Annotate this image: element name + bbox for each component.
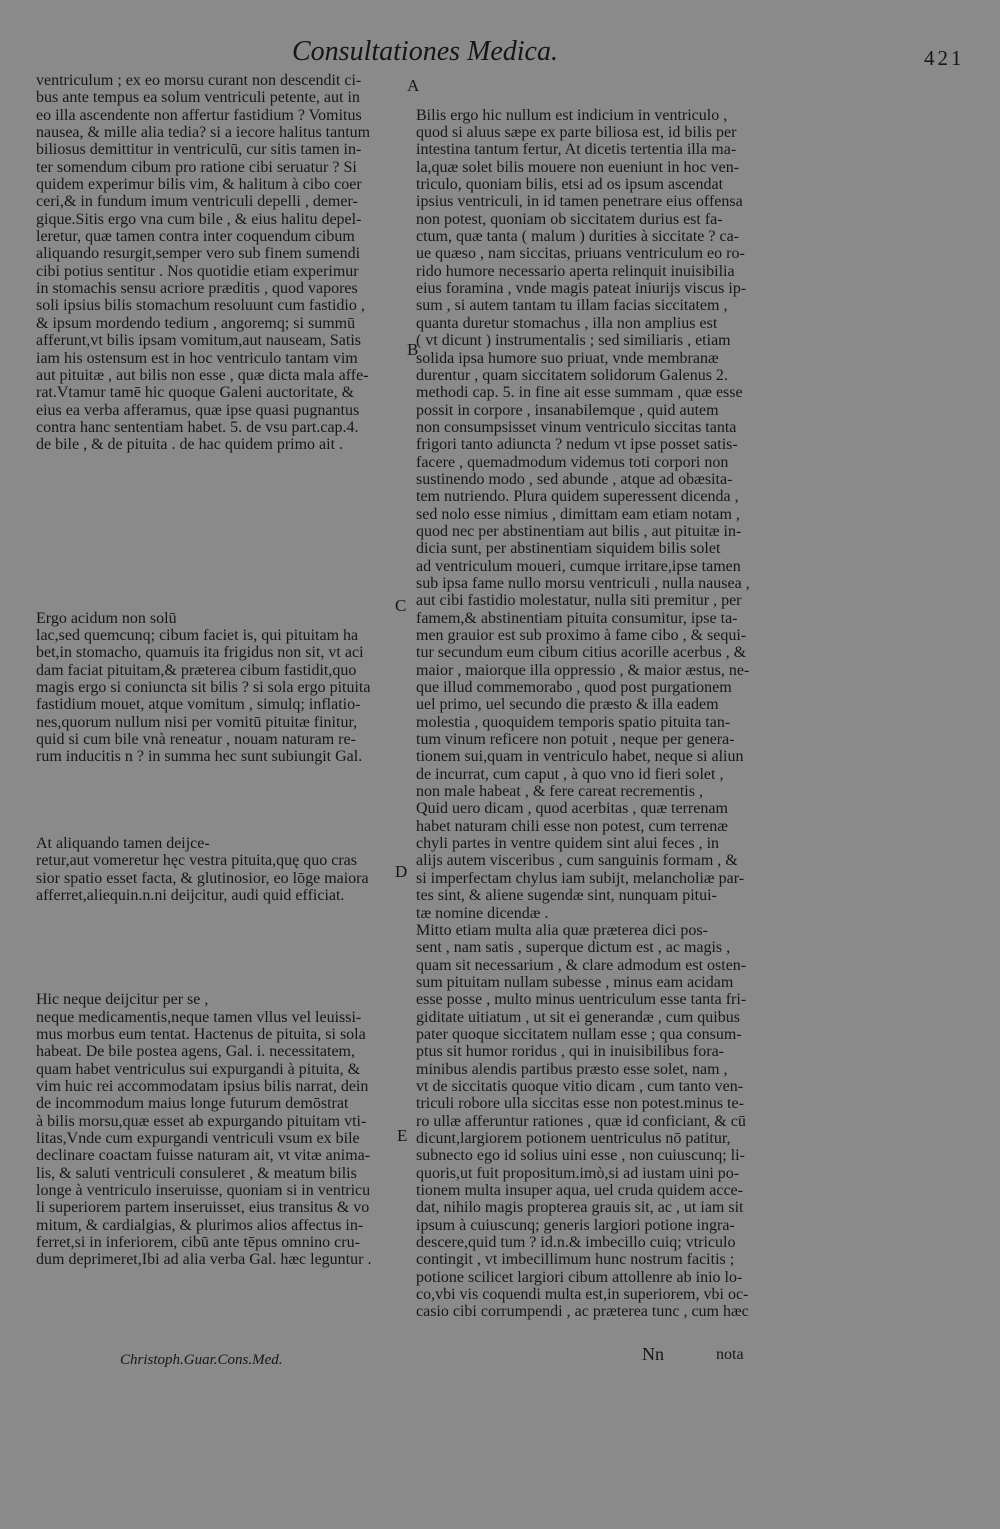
text-line: de incurrat, cum caput , à quo vno id fieri solet , [416,765,724,783]
text-line: retur,aut vomeretur hęc vestra pituita,quę quo cras [36,852,358,870]
left-text-column [36,72,408,1529]
text-line: esse posse , multo minus uentriculum esse tanta fri- [416,991,747,1009]
text-line: quod nec per abstinentiam aut bilis , aut pituitæ in- [416,522,742,540]
text-line: dat, nihilo magis propterea grauis sit, ac , ut iam sit [416,1199,744,1217]
text-line [36,957,408,974]
text-line [36,575,408,592]
text-line: tæ nomine dicendæ . [416,904,549,922]
text-line: frigori tanto adiuncta ? nedum vt ipse posset satis- [416,436,738,454]
text-line: sub ipsa fame nullo morsu ventriculi , nulla nausea , [416,574,750,592]
text-line: gique.Sitis ergo vna cum bile , & eius halitu depel- [36,210,362,228]
text-line: alijs autem visceribus , cum sanguinis formam , & [416,852,738,870]
text-line: nes,quorum nullum nisi per vomitū pituitæ finitur, [36,713,358,731]
text-line: soli ipsius bilis stomachum resoluunt cum fastidio , [36,297,365,315]
text-line: tem nutriendo. Plura quidem superessent dicenda , [416,488,739,506]
text-line: sent , nam satis , superque dictum est , ac magis , [416,939,731,957]
text-line: non potest, quoniam ob siccitatem durius est fa- [416,210,723,228]
text-line [36,540,408,557]
text-line: quid si cum bile vnà reneatur , nouam naturam re- [36,731,356,749]
text-line [416,89,806,106]
text-line [36,1442,408,1459]
text-line [36,974,408,991]
signature-mark: Nn [642,1344,664,1364]
text-line: Mitto etiam multa alia quæ præterea dici pos- [416,921,708,939]
text-line [36,922,408,939]
text-line: sum , si autem tantam tu illam facias siccitatem , [416,297,728,315]
text-line: Ergo acidum non solū [36,609,177,627]
margin-marker-c: C [395,596,407,615]
text-line: & ipsum mordendo tedium , angoremq; si summū [36,314,356,332]
text-line: potione scilicet largiori cibum attollenre ab inio lo- [416,1268,743,1286]
text-line: tur secundum eum cibum citius acorille acerbus , & [416,644,747,662]
text-line: tes sint, & aliene sugendæ sint, nunquam pitui- [416,887,717,905]
page-number: 421 [924,46,965,70]
text-line [36,766,408,783]
text-line: quod si aluus sæpe ex parte biliosa est, id bilis per [416,124,737,142]
text-line [36,905,408,922]
text-line: iam his ostensum est in hoc ventriculo tantam vim [36,349,358,367]
running-title: Consultationes Medica. [292,36,558,67]
text-line: eius ea verba afferamus, quæ ipse quasi pugnantus [36,401,360,419]
text-line: sustinendo modo , sed abunde , atque ad obæsita- [416,470,733,488]
text-line: intestina tantum fertur, At dicetis tertentia illa ma- [416,141,737,159]
text-line: habet naturam chili esse non potest, cum terrenæ [416,817,728,835]
text-line: mitum, & cardialgias, & plurimos alios affectus in- [36,1216,364,1234]
text-line: que illud commemorabo , quod post purgationem [416,679,732,697]
text-line: contra hanc sententiam habet. 5. de vsu part.cap.4. [36,418,359,436]
text-line: ceri,& in fundum imum ventriculi depelli , demer- [36,193,358,211]
text-line: facere , quemadmodum videmus toti corpori non [416,453,729,471]
text-line: lis, & saluti ventriculi consuleret , & meatum bilis [36,1164,357,1182]
text-line [36,523,408,540]
signature-line: Christoph.Guar.Cons.Med. [120,1352,283,1368]
text-line [36,506,408,523]
text-line [36,818,408,835]
text-line: neque medicamentis,neque tamen vllus vel leuissi- [36,1008,362,1026]
text-line: giditate uitiatum , ut sit ei generandæ , cum quibus [416,1008,740,1026]
text-line: lac,sed quemcunq; cibum faciet is, qui pituitam ha [36,627,359,644]
text-line: Bilis ergo hic nullum est indicium in ventriculo , [416,106,728,124]
text-line: subnecto ego id solius uini esse , non cuiuscunq; li- [416,1147,745,1165]
text-line: afferunt,vt bilis ipsam vomitum,aut nauseam, Satis [36,332,361,350]
text-line: ter somendum cibum pro ratione cibi seruatur ? Si [36,158,357,176]
text-line: At aliquando tamen deijce- [36,835,210,853]
text-line [36,1512,408,1529]
text-line: tionem multa insuper aqua, uel cruda quidem acce- [416,1182,743,1199]
text-line: descere,quid tum ? id.n.& imbecillo cuiq; vtriculo [416,1234,736,1252]
text-line: durentur , quam siccitatem solidorum Galenus 2. [416,366,728,384]
text-line: dicunt,largiorem potionem uentriculus nō patitur, [416,1129,731,1147]
text-line [416,72,806,89]
text-line: possit in corpore , insanabilemque , quid autem [416,401,719,419]
text-line: vt de siccitatis quoque vitio dicam , cum tanto ven- [416,1077,744,1095]
text-line: aliquando resurgit,semper vero sub finem sumendi [36,245,361,263]
text-line [36,1373,408,1390]
text-line: bus ante tempus ea solum ventriculi petente, aut in [36,89,360,107]
text-line: maior , maiorque illa oppressio , & maior æstus, ne- [416,661,750,679]
text-line: rum inducitis n ? in summa hec sunt subiungit Gal. [36,748,363,766]
text-line: ro ullæ afferuntur rationes , quæ id conficiant, & cū [416,1112,746,1130]
text-line: aut cibi fastidio molestatur, nulla siti premitur , per [416,592,742,610]
margin-marker-d: D [395,862,408,881]
text-line: quam habet ventriculus sui expurgandi à pituita, & [36,1060,361,1078]
text-line [36,783,408,800]
text-line: nausea, & mille alia tedia? si a iecore halitus tantum [36,124,371,142]
text-line: mus morbus eum tentat. Hactenus de pituita, si sola [36,1025,366,1043]
text-line: declinare coactam fuisse naturam ait, vt vitæ anima- [36,1147,371,1165]
text-line [36,592,408,609]
text-line: eius foramina , vnde magis pateat iniurijs viscus ip- [416,280,747,298]
text-line: famem,& abstinentiam pituita consumitur, ipse ta- [416,609,738,627]
text-line: eo illa ascendente non affertur fastidium ? Vomitus [36,106,362,124]
text-line [36,1303,408,1320]
text-line: fastidium mouet, atque vomitum , simulq; inflatio- [36,696,361,714]
text-line: methodi cap. 5. in fine ait esse summam , quæ esse [416,384,743,402]
text-line: triculi robore ulla siccitas esse non potest.minus te- [416,1095,744,1113]
text-line [36,488,408,505]
text-line: longe à ventriculo inseruisse, quoniam si in ventricu [36,1182,371,1199]
text-line [36,1494,408,1511]
margin-marker-b: B [407,340,419,359]
text-line: quanta duretur stomachus , illa non amplius est [416,314,718,332]
text-line: à bilis morsu,quæ esset ab expurgando pituitam vti- [36,1112,367,1130]
text-line [36,1321,408,1338]
text-line: habeat. De bile postea agens, Gal. i. necessitatem, [36,1043,355,1061]
text-line: ventriculum ; ex eo morsu curant non descendit ci- [36,72,362,89]
text-line: rat.Vtamur tamē hic quoque Galeni auctoritate, & [36,384,355,402]
text-line: li superiorem partem inseruisset, eius transitus & vo [36,1199,370,1217]
text-line: in stomachis sensu acriore præditis , quod vapores [36,280,358,298]
text-line [36,471,408,488]
text-line: triculo, quoniam bilis, etsi ad os ipsum ascendat [416,176,724,194]
text-line: de incommodum maius longe futurum demōstrat [36,1095,349,1113]
text-line: quoris,ut fuit propositum.imò,si ad iustam uini po- [416,1164,740,1182]
text-line [36,1286,408,1303]
right-text-column [416,72,806,1321]
text-line: ad ventriculum moueri, cumque irritare,ipse tamen [416,557,741,575]
text-line: molestia , quoquidem temporis spatio pituita tan- [416,713,731,731]
text-line: co,vbi vis coquendi multa est,in superiorem, vbi oc- [416,1286,749,1304]
text-line: ( vt dicunt ) instrumentalis ; sed similiaris , etiam [416,332,731,350]
text-line: magis ergo si coniuncta sit bilis ? si sola ergo pituita [36,679,371,697]
text-line [36,558,408,575]
text-line: litas,Vnde cum expurgandi ventriculi vsum ex bile [36,1129,360,1147]
text-line: Quid uero dicam , quod acerbitas , quæ terrenam [416,800,728,818]
text-line [36,1407,408,1424]
text-line: sior spatio esset facta, & glutinosior, eo lōge maiora [36,869,369,887]
text-line: non male habeat , & fere careat recrementis , [416,783,703,801]
text-line: men grauior est sub proximo à fame cibo , & sequi- [416,627,747,644]
text-line: dam faciat pituitam,& præterea cibum fastidit,quo [36,661,357,679]
text-line: ipsum à cuiuscunq; generis largiori potione ingra- [416,1216,735,1234]
text-line [36,1460,408,1477]
text-line: la,quæ solet bilis mouere non eueniunt in hoc ven- [416,158,740,176]
text-line: dum deprimeret,Ibi ad alia verba Gal. hæc leguntur . [36,1251,372,1269]
margin-marker-a: A [407,76,420,95]
text-line: tum vinum reficere non potuit , neque per genera- [416,731,735,749]
text-line: chyli partes in ventre quidem sint alui feces , in [416,835,720,853]
text-line: sum pituitam nullam subesse , minus eam acidam [416,973,734,991]
text-line: quam sit necessarium , & clare admodum est osten- [416,956,747,974]
text-line [36,939,408,956]
text-line: de bile , & de pituita . de hac quidem primo ait . [36,436,344,454]
text-line: bet,in stomacho, quamuis ita frigidus non sit, vt aci [36,644,364,662]
text-line [36,1477,408,1494]
text-line: minibus alendis partibus præsto esse solet, nam , [416,1060,728,1078]
text-line: biliosus demittitur in ventriculū, cur sitis tamen in- [36,141,362,159]
text-line: uel primo, uel secundo die præsto & illa eadem [416,696,719,714]
text-line: Hic neque deijcitur per se , [36,991,209,1009]
text-line: leretur, quæ tamen contra inter coquendum cibum [36,228,355,246]
text-line: rido humore necessario aperta relinquit inuisibilia [416,262,735,280]
text-line [36,1269,408,1286]
text-line: vim huic rei accommodatam ipsius bilis narrat, dein [36,1077,369,1095]
text-line: casio cibi corrumpendi , ac præterea tunc , cum hæc [416,1303,749,1321]
text-line: tionem sui,quam in ventriculo habet, neque si aliun [416,748,744,766]
text-line: ctum, quæ tanta ( malum ) durities à siccitate ? ca- [416,228,739,246]
text-line: dicia sunt, per abstinentiam siquidem bilis solet [416,540,721,558]
text-line [36,1425,408,1442]
text-line: ptus sit humor roridus , qui in inuisibilibus fora- [416,1043,724,1061]
text-line: si imperfectam chylus iam subijt, melancholiæ par- [416,869,745,887]
text-line: afferret,aliequin.n.ni deijcitur, audi quid efficiat. [36,887,345,905]
text-line: ferret,si in inferiorem, cibū ante tēpus omnino cru- [36,1234,360,1252]
margin-marker-e: E [397,1126,408,1145]
text-line: contingit , vt imbecillimum hunc nostrum facitis ; [416,1251,735,1269]
text-line: ue quæso , nam siccitas, priuans ventriculum eo ro- [416,245,745,263]
catchword: nota [716,1346,744,1363]
text-line: pater quoque siccitatem nullam esse ; qua consum- [416,1025,742,1043]
text-line: cibi potius sentitur . Nos quotidie etiam experimur [36,262,359,280]
text-line: quidem experimur bilis vim, & halitum à cibo coer [36,176,362,194]
text-line: ipsius ventriculi, in id tamen penetrare eius offensa [416,193,743,211]
text-line: non consumpsisset vinum ventriculo siccitas tanta [416,418,737,436]
text-line: solida ipsa humore suo priuat, vnde membranæ [416,349,719,367]
text-line: sed nolo esse nimius , dimittam eam etiam notam , [416,505,740,523]
text-line: aut pituitæ , aut bilis non esse , quæ dicta mala affe- [36,366,369,384]
text-line [36,454,408,471]
text-line [36,1390,408,1407]
text-line [36,800,408,817]
